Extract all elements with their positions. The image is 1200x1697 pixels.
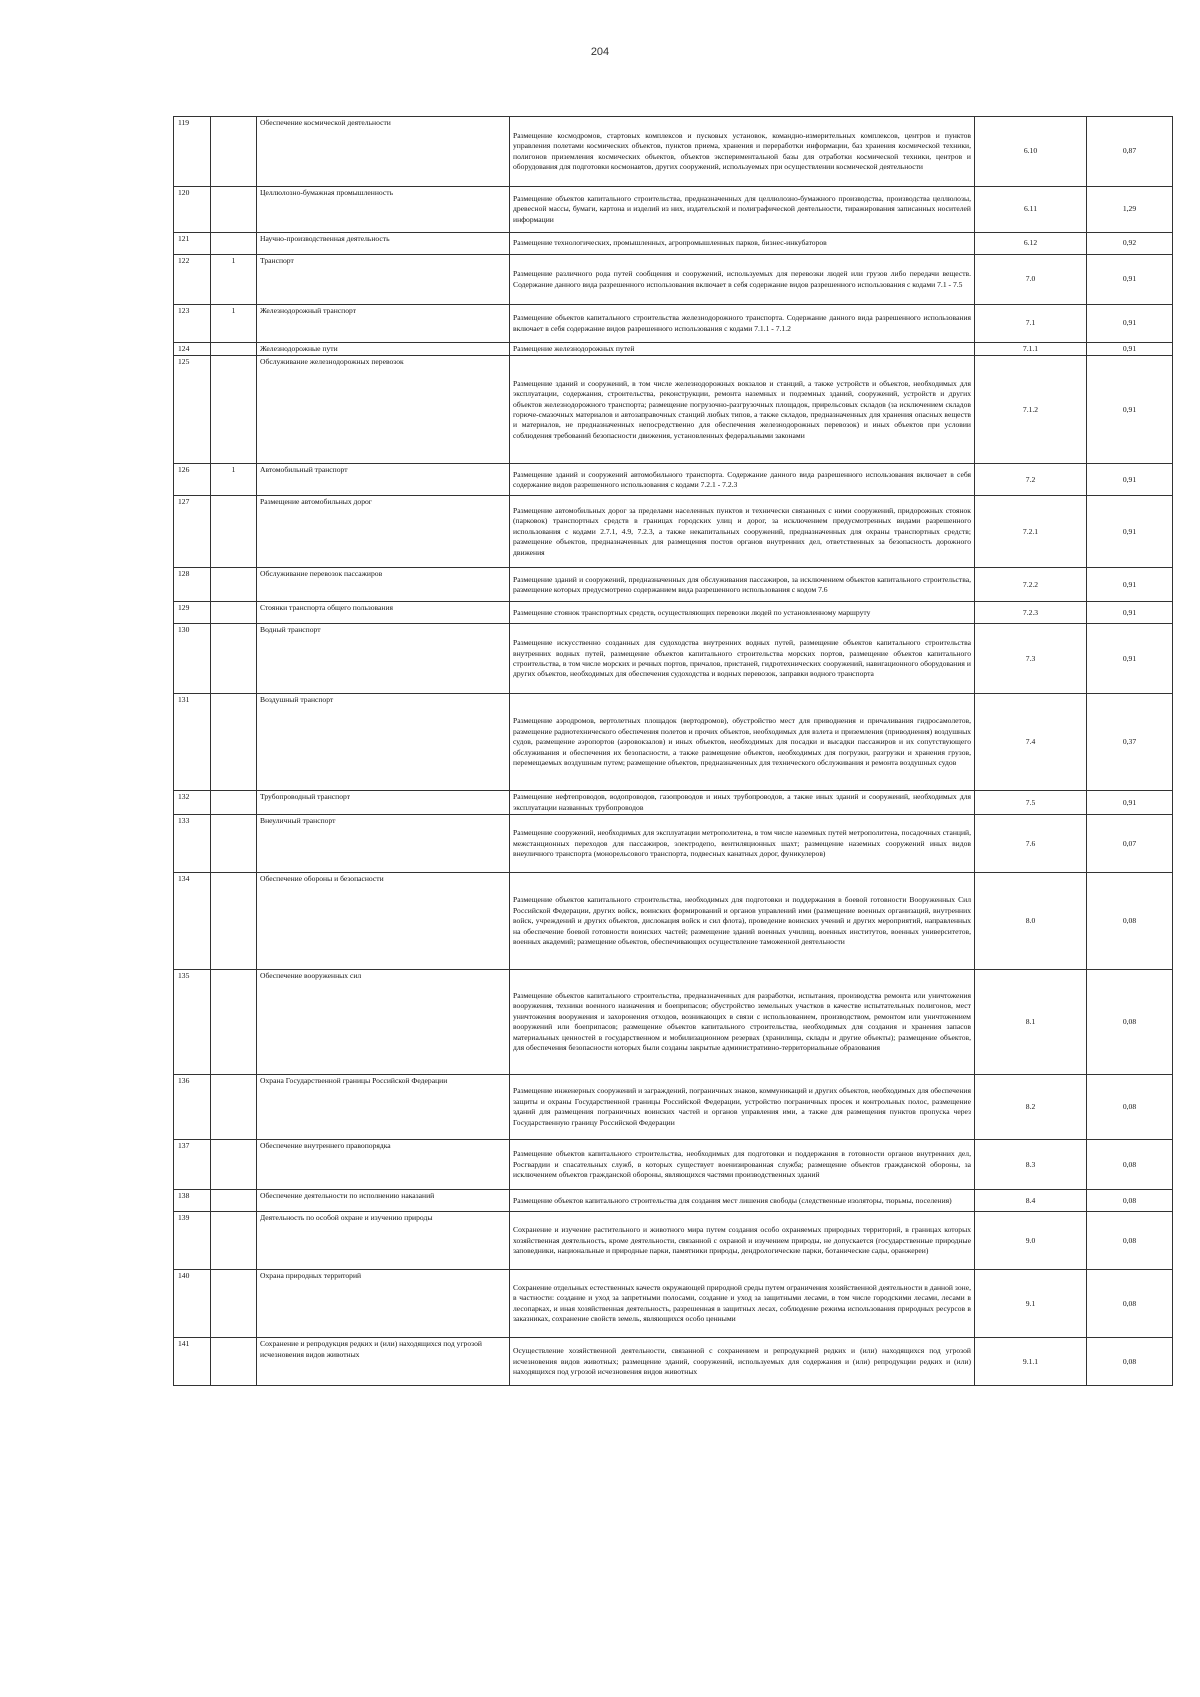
land-use-name: Обеспечение деятельности по исполнению наказаний	[257, 1190, 510, 1212]
row-level	[211, 694, 257, 791]
land-use-code: 8.2	[975, 1075, 1087, 1140]
row-level	[211, 1075, 257, 1140]
row-number: 137	[174, 1140, 211, 1190]
row-number: 140	[174, 1270, 211, 1338]
page-number: 204	[590, 46, 610, 58]
land-use-name: Железнодорожные пути	[257, 343, 510, 356]
coefficient-value: 0,91	[1087, 602, 1173, 624]
table-row	[174, 1270, 1173, 1338]
land-use-name: Научно-производственная деятельность	[257, 233, 510, 255]
table-row	[174, 464, 1173, 496]
land-use-name: Обеспечение внутреннего правопорядка	[257, 1140, 510, 1190]
land-use-name: Охрана Государственной границы Российской Федерации	[257, 1075, 510, 1140]
land-use-code: 8.3	[975, 1140, 1087, 1190]
land-use-code: 6.12	[975, 233, 1087, 255]
land-use-name: Транспорт	[257, 255, 510, 305]
land-use-code: 7.2.2	[975, 568, 1087, 602]
land-use-name: Размещение автомобильных дорог	[257, 496, 510, 568]
land-use-description: Размещение объектов капитального строительства для создания мест лишения свободы (следственные изоляторы, тюрьмы, поселения)	[510, 1190, 975, 1212]
table-row	[174, 343, 1173, 356]
land-use-code: 9.1.1	[975, 1338, 1087, 1386]
land-use-description: Размещение объектов капитального строительства, необходимых для подготовки и поддержания в боевой готовности Вооруженных Сил Российской Федерации, других войск, воинских формирований и органов управлений ими (размещение военных организаций, внутренних войск, учреждений и других объектов, дислокация войск и сил флота), проведение воинских учений и других мероприятий, направленных на обеспечение боевой готовности воинских частей; размещение зданий военных училищ, военных институтов, военных университетов, военных академий; размещение объектов, обеспечивающих осуществление таможенной деятельности	[510, 873, 975, 970]
row-number: 122	[174, 255, 211, 305]
land-use-description: Размещение стоянок транспортных средств, осуществляющих перевозки людей по установленному маршруту	[510, 602, 975, 624]
land-use-name: Обеспечение обороны и безопасности	[257, 873, 510, 970]
coefficient-value: 0,92	[1087, 233, 1173, 255]
table-row	[174, 305, 1173, 343]
row-level	[211, 1190, 257, 1212]
land-use-code: 7.2.1	[975, 496, 1087, 568]
coefficient-value: 0,91	[1087, 343, 1173, 356]
coefficient-value: 0,91	[1087, 464, 1173, 496]
land-use-code: 8.4	[975, 1190, 1087, 1212]
land-use-name: Обслуживание железнодорожных перевозок	[257, 356, 510, 464]
row-number: 128	[174, 568, 211, 602]
coefficient-value: 0,91	[1087, 496, 1173, 568]
row-number: 139	[174, 1212, 211, 1270]
land-use-description: Осуществление хозяйственной деятельности, связанной с сохранением и репродукцией редких и (или) находящихся под угрозой исчезновения видов животных; размещение зданий, сооружений, используемых для содержания и (или) репродукции редких и (или) находящихся под угрозой исчезновения видов животных	[510, 1338, 975, 1386]
land-use-code: 7.0	[975, 255, 1087, 305]
coefficient-value: 0,87	[1087, 117, 1173, 187]
land-use-name: Внеуличный транспорт	[257, 815, 510, 873]
row-number: 131	[174, 694, 211, 791]
row-number: 125	[174, 356, 211, 464]
coefficient-value: 0,91	[1087, 568, 1173, 602]
land-use-code: 7.2	[975, 464, 1087, 496]
row-level: 1	[211, 464, 257, 496]
land-use-name: Трубопроводный транспорт	[257, 791, 510, 815]
land-use-name: Водный транспорт	[257, 624, 510, 694]
coefficient-value: 1,29	[1087, 187, 1173, 233]
land-use-description: Размещение зданий и сооружений автомобильного транспорта. Содержание данного вида разрешенного использования включает в себя содержание видов разрешенного использования с кодами 7.2.1 - 7.2.3	[510, 464, 975, 496]
land-use-description: Размещение объектов капитального строительства, предназначенных для разработки, испытания, производства ремонта или уничтожения вооружения, техники военного назначения и боеприпасов; обустройство земельных участков в качестве испытательных полигонов, мест уничтожения вооружения и захоронения отходов, возникающих в связи с использованием, производством, ремонтом или уничтожением вооружений или боеприпасов; размещение объектов капитального строительства, необходимых для создания и хранения запасов материальных ценностей в государственном и мобилизационном резервах (хранилища, склады и другие объекты); размещение объектов, для обеспечения безопасности которых были созданы закрытые административно-территориальные образования	[510, 970, 975, 1075]
table-row	[174, 970, 1173, 1075]
row-number: 124	[174, 343, 211, 356]
table-row	[174, 568, 1173, 602]
table-row	[174, 117, 1173, 187]
row-level	[211, 815, 257, 873]
row-level	[211, 1140, 257, 1190]
table-row	[174, 1212, 1173, 1270]
table-row	[174, 187, 1173, 233]
row-level	[211, 568, 257, 602]
row-number: 123	[174, 305, 211, 343]
coefficient-value: 0,08	[1087, 1075, 1173, 1140]
land-use-description: Размещение инженерных сооружений и заграждений, пограничных знаков, коммуникаций и других объектов, необходимых для обеспечения защиты и охраны Государственной границы Российской Федерации, устройство пограничных просек и контрольных полос, размещение зданий для размещения пограничных воинских частей и органов управления ими, а также для размещения пунктов пропуска через Государственную границу Российской Федерации	[510, 1075, 975, 1140]
land-use-code: 7.3	[975, 624, 1087, 694]
row-number: 121	[174, 233, 211, 255]
land-use-name: Обеспечение вооруженных сил	[257, 970, 510, 1075]
row-level	[211, 791, 257, 815]
table-row	[174, 624, 1173, 694]
land-use-description: Размещение зданий и сооружений, в том числе железнодорожных вокзалов и станций, а также устройств и объектов, необходимых для эксплуатации, содержания, строительства, реконструкции, ремонта наземных и подземных зданий, сооружений, устройств и других объектов железнодорожного транспорта; размещение погрузочно-разгрузочных площадок, прирельсовых складов (за исключением складов горюче-смазочных материалов и автозаправочных станций любых типов, а также складов, предназначенных для хранения опасных веществ и материалов, не предназначенных непосредственно для обеспечения железнодорожных перевозок) и иных объектов при условии соблюдения требований безопасности движения, установленных федеральными законами	[510, 356, 975, 464]
land-use-description: Размещение зданий и сооружений, предназначенных для обслуживания пассажиров, за исключением объектов капитального строительства, размещение которых предусмотрено содержанием вида разрешенного использования с кодом 7.6	[510, 568, 975, 602]
row-level	[211, 970, 257, 1075]
table-row	[174, 873, 1173, 970]
table-row	[174, 356, 1173, 464]
row-level	[211, 233, 257, 255]
coefficient-value: 0,08	[1087, 1212, 1173, 1270]
table-row	[174, 1190, 1173, 1212]
row-number: 130	[174, 624, 211, 694]
land-use-code: 7.1.1	[975, 343, 1087, 356]
row-level: 1	[211, 255, 257, 305]
land-use-code: 7.1	[975, 305, 1087, 343]
coefficient-value: 0,08	[1087, 1190, 1173, 1212]
land-use-description: Размещение объектов капитального строительства, необходимых для подготовки и поддержания в готовности органов внутренних дел, Росгвардии и спасательных служб, в которых существует военизированная служба; размещение объектов гражданской обороны, за исключением объектов гражданской обороны, являющихся частями производственных зданий	[510, 1140, 975, 1190]
land-use-description: Размещение сооружений, необходимых для эксплуатации метрополитена, в том числе наземных путей метрополитена, посадочных станций, межстанционных переходов для пассажиров, электродепо, вентиляционных шахт; размещение наземных сооружений иных видов внеуличного транспорта (монорельсового транспорта, подвесных канатных дорог, фуникулеров)	[510, 815, 975, 873]
land-use-name: Автомобильный транспорт	[257, 464, 510, 496]
land-use-description: Размещение космодромов, стартовых комплексов и пусковых установок, командно-измерительных комплексов, центров и пунктов управления полетами космических объектов, пунктов приема, хранения и переработки информации, баз хранения космической техники, полигонов приземления космических объектов, объектов экспериментальной базы для отработки космической техники, центров и оборудования для подготовки космонавтов, других сооружений, используемых при осуществлении космической деятельности	[510, 117, 975, 187]
land-use-code: 7.1.2	[975, 356, 1087, 464]
land-use-name: Охрана природных территорий	[257, 1270, 510, 1338]
land-use-code: 6.11	[975, 187, 1087, 233]
row-number: 135	[174, 970, 211, 1075]
table-row	[174, 791, 1173, 815]
land-use-name: Стоянки транспорта общего пользования	[257, 602, 510, 624]
land-use-code: 7.4	[975, 694, 1087, 791]
row-level	[211, 1338, 257, 1386]
coefficient-value: 0,37	[1087, 694, 1173, 791]
land-use-code: 7.5	[975, 791, 1087, 815]
table-row	[174, 1075, 1173, 1140]
row-number: 129	[174, 602, 211, 624]
row-level: 1	[211, 305, 257, 343]
row-level	[211, 1212, 257, 1270]
coefficient-value: 0,91	[1087, 255, 1173, 305]
coefficient-value: 0,91	[1087, 305, 1173, 343]
land-use-code: 7.2.3	[975, 602, 1087, 624]
table-row	[174, 1338, 1173, 1386]
land-use-name: Обслуживание перевозок пассажиров	[257, 568, 510, 602]
coefficient-value: 0,08	[1087, 873, 1173, 970]
coefficient-value: 0,08	[1087, 1270, 1173, 1338]
row-number: 119	[174, 117, 211, 187]
land-use-code: 9.0	[975, 1212, 1087, 1270]
row-level	[211, 356, 257, 464]
land-use-description: Размещение аэродромов, вертолетных площадок (вертодромов), обустройство мест для приводнения и причаливания гидросамолетов, размещение радиотехнического обеспечения полетов и прочих объектов, необходимых для взлета и приземления (приводнения) воздушных судов, размещение аэропортов (аэровокзалов) и иных объектов, необходимых для посадки и высадки пассажиров и их сопутствующего обслуживания и обеспечения их безопасности, а также размещение объектов, необходимых для погрузки, разгрузки и хранения грузов, перемещаемых воздушным путем; размещение объектов, предназначенных для технического обслуживания и ремонта воздушных судов	[510, 694, 975, 791]
land-use-description: Размещение технологических, промышленных, агропромышленных парков, бизнес-инкубаторов	[510, 233, 975, 255]
land-use-code: 7.6	[975, 815, 1087, 873]
row-number: 134	[174, 873, 211, 970]
land-use-code: 8.0	[975, 873, 1087, 970]
row-level	[211, 873, 257, 970]
land-use-description: Размещение объектов капитального строительства железнодорожного транспорта. Содержание данного вида разрешенного использования включает в себя содержание видов разрешенного использования с кодами 7.1.1 - 7.1.2	[510, 305, 975, 343]
row-level	[211, 117, 257, 187]
row-level	[211, 602, 257, 624]
land-use-description: Размещение железнодорожных путей	[510, 343, 975, 356]
table-row	[174, 815, 1173, 873]
land-use-name: Деятельность по особой охране и изучению природы	[257, 1212, 510, 1270]
row-number: 141	[174, 1338, 211, 1386]
row-number: 120	[174, 187, 211, 233]
coefficient-value: 0,08	[1087, 970, 1173, 1075]
land-use-name: Целлюлозно-бумажная промышленность	[257, 187, 510, 233]
land-use-code: 9.1	[975, 1270, 1087, 1338]
table-row	[174, 694, 1173, 791]
coefficient-value: 0,07	[1087, 815, 1173, 873]
land-use-description: Размещение автомобильных дорог за пределами населенных пунктов и технически связанных с ними сооружений, придорожных стоянок (парковок) транспортных средств в границах городских улиц и дорог, за исключением предусмотренных видами разрешенного использования с кодами 2.7.1, 4.9, 7.2.3, а также некапитальных сооружений, предназначенных для охраны транспортных средств; размещение объектов, предназначенных для размещения постов органов внутренних дел, ответственных за безопасность дорожного движения	[510, 496, 975, 568]
coefficient-value: 0,08	[1087, 1338, 1173, 1386]
coefficient-value: 0,08	[1087, 1140, 1173, 1190]
land-use-name: Воздушный транспорт	[257, 694, 510, 791]
land-use-name: Железнодорожный транспорт	[257, 305, 510, 343]
coefficient-value: 0,91	[1087, 356, 1173, 464]
land-use-code: 8.1	[975, 970, 1087, 1075]
land-use-name: Обеспечение космической деятельности	[257, 117, 510, 187]
table-row	[174, 496, 1173, 568]
row-number: 132	[174, 791, 211, 815]
row-number: 126	[174, 464, 211, 496]
land-use-description: Размещение объектов капитального строительства, предназначенных для целлюлозно-бумажного производства, производства целлюлозы, древесной массы, бумаги, картона и изделий из них, издательской и полиграфической деятельности, тиражирования записанных носителей информации	[510, 187, 975, 233]
table-row	[174, 255, 1173, 305]
land-use-code: 6.10	[975, 117, 1087, 187]
land-use-description: Сохранение отдельных естественных качеств окружающей природной среды путем ограничения хозяйственной деятельности в данной зоне, в частности: создание и уход за запретными полосами, создание и уход за защитными лесами, в том числе городскими лесами, лесами в лесопарках, и иная хозяйственная деятельность, разрешенная в защитных лесах, соблюдение режима использования природных ресурсов в заказниках, сохранение свойств земель, являющихся особо ценными	[510, 1270, 975, 1338]
row-number: 127	[174, 496, 211, 568]
table-row	[174, 602, 1173, 624]
land-use-description: Размещение искусственно созданных для судоходства внутренних водных путей, размещение объектов капитального строительства внутренних водных путей, размещение объектов капитального строительства морских портов, размещение объектов капитального строительства, в том числе морских и речных портов, причалов, пристаней, гидротехнических сооружений, навигационного оборудования и других объектов, необходимых для обеспечения судоходства и водных перевозок, заправки водного транспорта	[510, 624, 975, 694]
row-level	[211, 1270, 257, 1338]
row-level	[211, 624, 257, 694]
row-level	[211, 496, 257, 568]
coefficient-value: 0,91	[1087, 791, 1173, 815]
land-use-description: Сохранение и изучение растительного и животного мира путем создания особо охраняемых природных территорий, в границах которых хозяйственная деятельность, кроме деятельности, связанной с охраной и изучением природы, не допускается (государственные природные заповедники, национальные и природные парки, памятники природы, дендрологические парки, ботанические сады, оранжереи)	[510, 1212, 975, 1270]
land-use-name: Сохранение и репродукция редких и (или) находящихся под угрозой исчезновения видов животных	[257, 1338, 510, 1386]
row-number: 136	[174, 1075, 211, 1140]
land-use-description: Размещение нефтепроводов, водопроводов, газопроводов и иных трубопроводов, а также иных зданий и сооружений, необходимых для эксплуатации названных трубопроводов	[510, 791, 975, 815]
land-use-description: Размещение различного рода путей сообщения и сооружений, используемых для перевозки людей или грузов либо передачи веществ. Содержание данного вида разрешенного использования включает в себя содержание видов разрешенного использования с кодами 7.1 - 7.5	[510, 255, 975, 305]
table-body	[174, 117, 1173, 1386]
row-level	[211, 187, 257, 233]
table-row	[174, 1140, 1173, 1190]
coefficient-value: 0,91	[1087, 624, 1173, 694]
land-use-table	[173, 116, 1173, 1386]
table-row	[174, 233, 1173, 255]
row-level	[211, 343, 257, 356]
row-number: 133	[174, 815, 211, 873]
row-number: 138	[174, 1190, 211, 1212]
